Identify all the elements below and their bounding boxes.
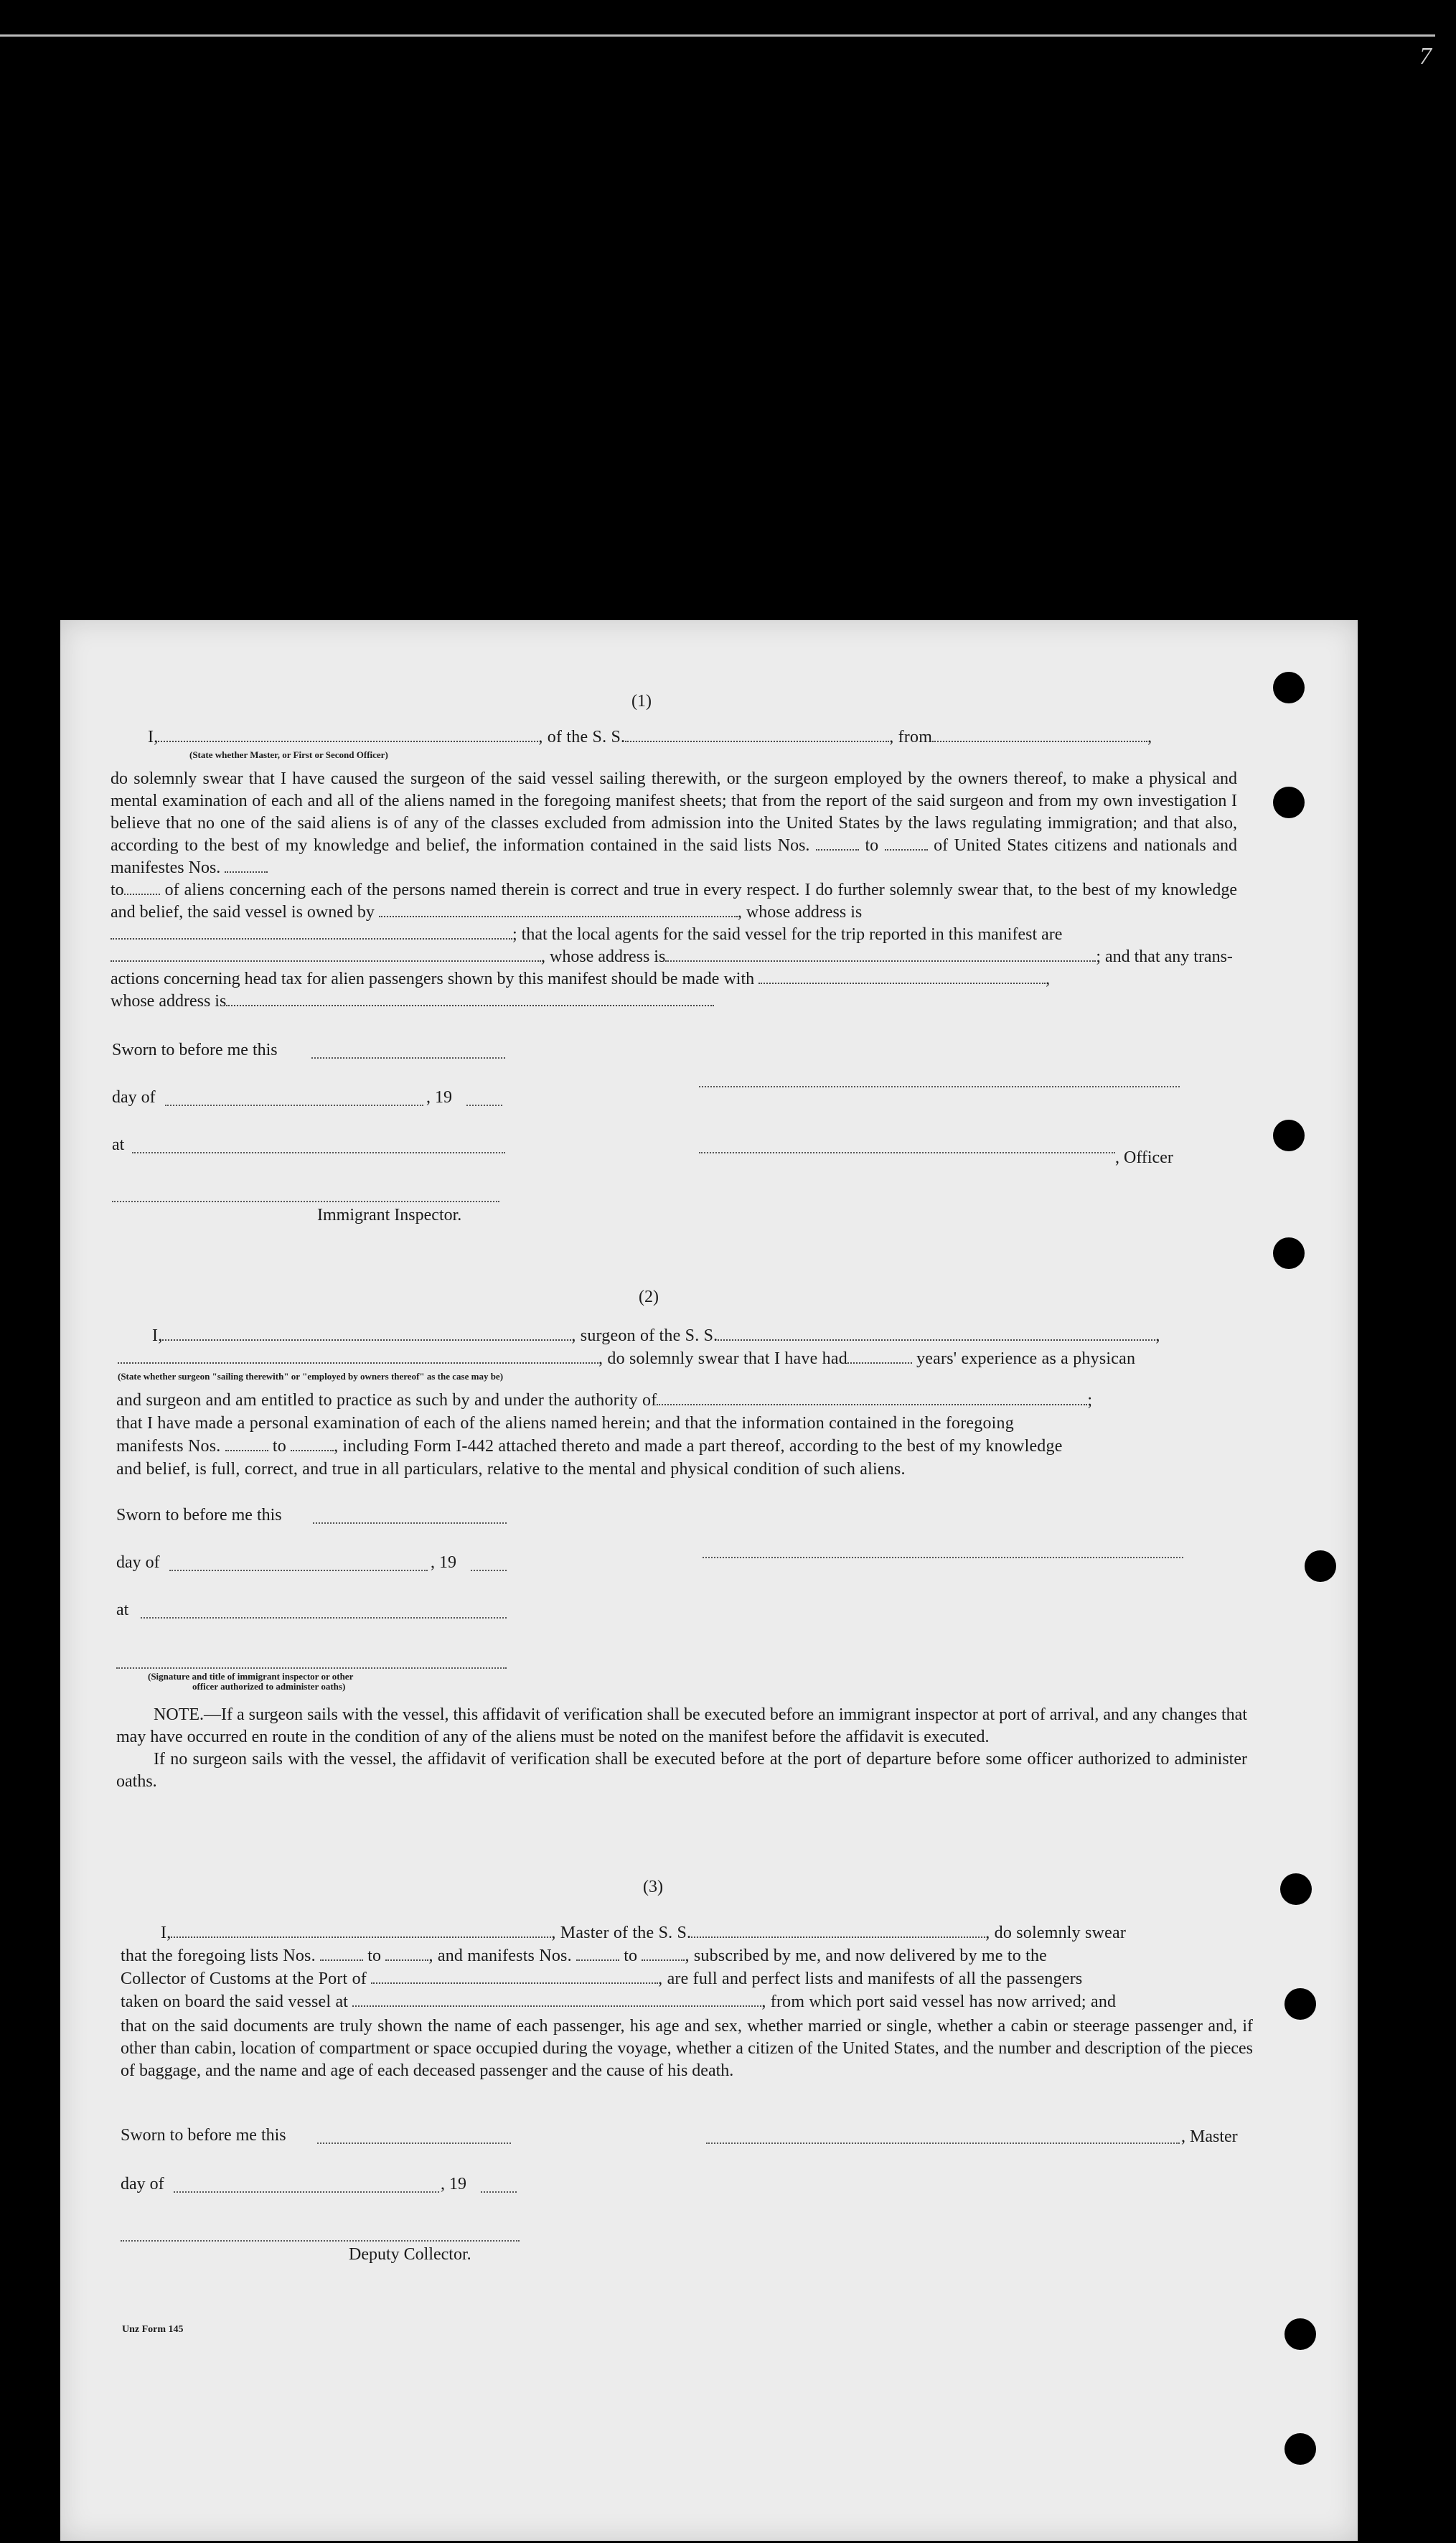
section2-sworn-label: Sworn to before me this (116, 1506, 282, 1525)
top-border-line (0, 34, 1435, 37)
section1-body: do solemnly swear that I have caused the surgeon of the said vessel sailing therewith, or the surgeon employed by the owners thereof, to make a physical and mental examination of each and all of the aliens named in the foregoing manifest sheets; that from the report of the said surgeon and from my own investigation I believe that no one of the said aliens is of any of the classes excluded from admission into the United States by the laws regulating immigration; and that also, according to the best of my knowledge and belief, the information contained in the said lists Nos. to of United States citizens and nationals and manifestes Nos. to of aliens concerning each of the persons named therein is correct and true in every respect. I do further solemnly swear that, to the best of my knowledge and belief, the said vessel is owned by , whose address is ; that the local agents for the said vessel for the trip reported in this manifest are , whose address is ; and that any trans- actions concerning head tax for alien passengers shown by this manifest should be made with , whose address is (111, 769, 1238, 1011)
section3-year: , 19 (441, 2175, 466, 2193)
section3-sworn-line (317, 2142, 511, 2144)
section2-day-line (169, 1569, 428, 1571)
section2-at-label: at (116, 1601, 129, 1619)
punch-hole (1305, 1550, 1336, 1582)
section3-line2: that the foregoing lists Nos. to , and manifests Nos. to , subscribed by me, and now delivered by me to the (121, 1947, 1048, 1965)
section1-number: (1) (631, 692, 652, 711)
section3-line3: Collector of Customs at the Port of , are full and perfect lists and manifests of all the passengers (121, 1970, 1083, 1988)
form-page (60, 620, 1358, 2541)
section3-collector-line (121, 2239, 520, 2242)
section3-line1: I, , Master of the S. S. , do solemnly swear (161, 1924, 1127, 1942)
section2-line3: and surgeon and am entitled to practice as such by and under the authority of ; (116, 1391, 1093, 1410)
section3-number: (3) (643, 1878, 663, 1896)
section1-line1: I, , of the S. S. , from , (148, 728, 1152, 746)
section1-year-line (466, 1104, 502, 1106)
corner-mark: 7 (1419, 43, 1432, 70)
section3-master: , Master (1181, 2127, 1238, 2146)
section2-line4: that I have made a personal examination of each of the aliens named herein; and that the information contained in the foregoing (116, 1414, 1014, 1433)
punch-hole (1273, 787, 1305, 818)
punch-hole (1273, 1120, 1305, 1151)
section1-day-line (165, 1104, 423, 1106)
section1-officer-line (699, 1151, 1115, 1153)
section3-body: that on the said documents are truly shown the name of each passenger, his age and sex, whether married or single, whether a cabin or steerage passenger and, if other than cabin, location of compartment or space occupied during the voyage, whether a citizen of the United States, and the number and description of the pieces of baggage, and the name and age of each deceased passenger and the cause of his death. (121, 2017, 1253, 2080)
section2-line6: and belief, is full, correct, and true in all particulars, relative to the mental and physical condition of such aliens. (116, 1460, 906, 1479)
section1-at-line (132, 1151, 505, 1153)
section1-day-label: day of (112, 1088, 156, 1107)
section3-signature-line (706, 2142, 1180, 2144)
section1-sworn-line (311, 1057, 505, 1059)
section2-year: , 19 (431, 1553, 456, 1572)
section3-sworn-label: Sworn to before me this (121, 2126, 286, 2145)
section1-note: (State whether Master, or First or Second Officer) (189, 749, 388, 760)
punch-hole (1280, 1873, 1312, 1905)
section3-collector: Deputy Collector. (349, 2245, 471, 2264)
form-number: Unz Form 145 (122, 2324, 184, 2335)
punch-hole (1273, 1237, 1305, 1269)
section1-year: , 19 (426, 1088, 452, 1107)
punch-hole (1284, 1988, 1316, 2020)
section2-day-label: day of (116, 1553, 160, 1572)
section1-inspector: Immigrant Inspector. (317, 1206, 462, 1224)
section2-year-line (471, 1569, 507, 1571)
section2-at-line (141, 1616, 507, 1619)
section2-inspector-line (116, 1667, 507, 1669)
section1-inspector-line (112, 1200, 499, 1202)
section2-sworn-line (313, 1522, 507, 1524)
section2-line2: , do solemnly swear that I have had years' experience as a physican (118, 1349, 1135, 1369)
section2-sig-note2: officer authorized to administer oaths) (192, 1681, 346, 1692)
section3-year-line (481, 2191, 517, 2193)
section3-line4: taken on board the said vessel at , from which port said vessel has now arrived; and (121, 1992, 1117, 2011)
punch-hole (1284, 2318, 1316, 2350)
punch-hole (1284, 2433, 1316, 2465)
section1-sworn-label: Sworn to before me this (112, 1041, 278, 1059)
section2-line5: manifests Nos. to , including Form I-442 attached thereto and made a part thereof, according to the best of my knowledge (116, 1437, 1063, 1456)
punch-hole (1273, 672, 1305, 703)
section1-officer: , Officer (1115, 1148, 1173, 1167)
section1-signature-line (699, 1085, 1180, 1087)
section2-number: (2) (639, 1288, 659, 1306)
section2-signature-line (703, 1556, 1183, 1558)
section3-day-line (174, 2191, 439, 2193)
section2-sig-note1: (Signature and title of immigrant inspector or other (148, 1671, 354, 1682)
section1-at-label: at (112, 1135, 125, 1154)
section2-note-paragraph: NOTE.—If a surgeon sails with the vessel, this affidavit of verification shall be executed before an immigrant inspector at port of arrival, and any changes that may have occurred en route in the condition of any of the aliens must be noted on the manifest before the affidavit is executed. If no surgeon sails with the vessel, the affidavit of verification shall be executed before at the port of departure before some officer authorized to administer oaths. (116, 1705, 1247, 1791)
section3-day-label: day of (121, 2175, 164, 2193)
section2-note: (State whether surgeon "sailing therewith" or "employed by owners thereof" as the case may be) (118, 1371, 504, 1382)
section2-line1: I, , surgeon of the S. S. , (152, 1326, 1160, 1345)
